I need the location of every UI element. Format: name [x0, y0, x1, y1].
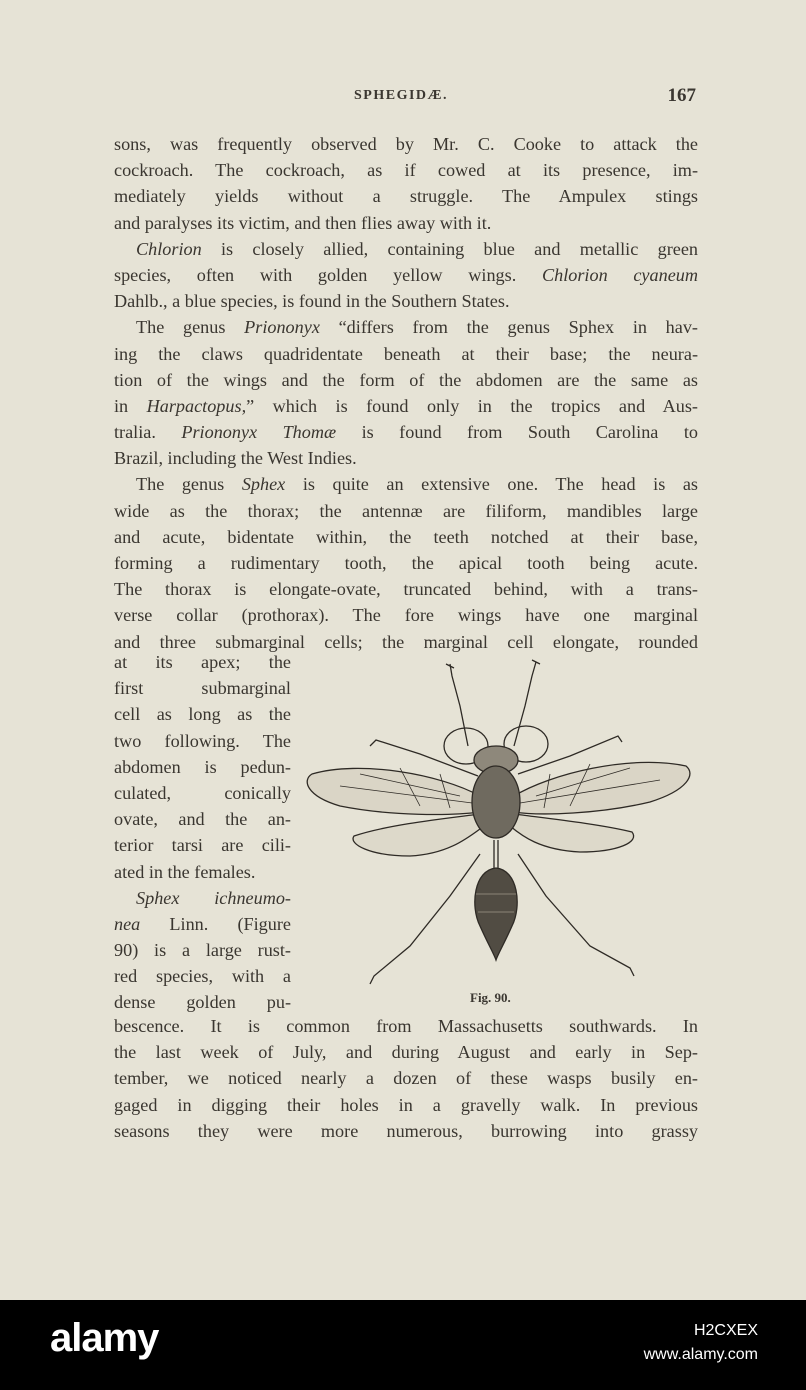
text-line: tion of the wings and the form of the abdomen are the same as	[114, 369, 698, 390]
text-line: The thorax is elongate-ovate, truncated behind, with a trans-	[114, 579, 698, 600]
text-line: bescence. It is common from Massachusetts southwards. In	[114, 1016, 698, 1036]
body-text-bottom	[114, 1013, 698, 1144]
text-line: so​ns, was frequently observed by Mr. C. Cooke to attack the	[114, 134, 698, 154]
figure-caption: Fig. 90.	[470, 990, 511, 1005]
text-line: The genus Priononyx “differs from the genus Sphex in hav-	[136, 317, 698, 338]
text-line: first submarginal	[114, 678, 291, 699]
chapter-title: SPHEGIDÆ.	[354, 88, 449, 103]
text-line: tralia. Priononyx Thomæ is found from South Carolina to	[114, 422, 698, 443]
image-id: H2CXEX	[693, 1322, 758, 1339]
text-line: dense golden pu-	[114, 992, 291, 1013]
alamy-logo: alamy	[50, 1316, 159, 1360]
text-line: Dahlb., a blue species, is found in the Southern States.	[114, 291, 510, 312]
text-line: mediately yields without a struggle. The Ampulex stings	[114, 186, 698, 207]
text-line: 90) is a large rust-	[114, 940, 291, 961]
text-line: nea Linn. (Figure	[114, 913, 291, 934]
text-line: wide as the thorax; the antennæ are filiform, mandibles large	[114, 500, 698, 521]
text-line: The genus Sphex is quite an extensive one. The head is as	[136, 474, 698, 495]
text-line: gaged in digging their holes in a gravelly walk. In previous	[114, 1094, 698, 1115]
text-line: ing the claws quadridentate beneath at their base; the neura-	[114, 343, 698, 364]
text-line: forming a rudimentary tooth, the apical tooth being acute.	[114, 553, 698, 573]
footer-url: www.alamy.com	[643, 1346, 758, 1363]
running-head	[0, 85, 806, 110]
body-text-beside-figure	[114, 649, 291, 1016]
text-line: the last week of July, and during August and early in Sep-	[114, 1042, 698, 1063]
text-line: tember, we noticed nearly a dozen of these wasps busily en-	[114, 1068, 698, 1089]
text-line: abdomen is pedun-	[114, 756, 291, 777]
text-line: and acute, bidentate within, the teeth notched at their base,	[114, 526, 698, 547]
text-line: two following. The	[114, 730, 291, 751]
text-line: and three submarginal cells; the marginal cell elongate, rounded	[114, 631, 698, 652]
text-line: culated, conically	[114, 782, 291, 803]
text-line: ovate, and the an-	[114, 809, 291, 830]
wasp-illustration	[300, 656, 700, 991]
text-line: seasons they were more numerous, burrowing into grassy	[114, 1120, 698, 1141]
text-line: species, often with golden yellow wings. Chlorion cyaneum	[114, 264, 698, 285]
text-line: cell as long as the	[114, 704, 291, 725]
text-line: Brazil, including the West Indies.	[114, 448, 357, 469]
text-line: in Harpactopus,” which is found only in the tropics and Aus-	[114, 395, 698, 416]
body-text-top	[114, 131, 698, 655]
text-line: Sphex ichneumo-	[136, 887, 291, 908]
text-line: red species, with a	[114, 966, 291, 987]
text-line: terior tarsi are cili-	[114, 835, 291, 856]
text-line: and paralyses its victim, and then flies away with it.	[114, 212, 492, 233]
text-line: ated in the females.	[114, 861, 256, 882]
text-line: verse collar (prothorax). The fore wings have one marginal	[114, 605, 698, 626]
text-line: at its apex; the	[114, 652, 291, 672]
text-line: cockroach. The cockroach, as if cowed at its presence, im-	[114, 160, 698, 181]
page-number: 167	[667, 85, 696, 106]
text-line: Chlorion is closely allied, containing blue and metallic green	[136, 238, 698, 259]
